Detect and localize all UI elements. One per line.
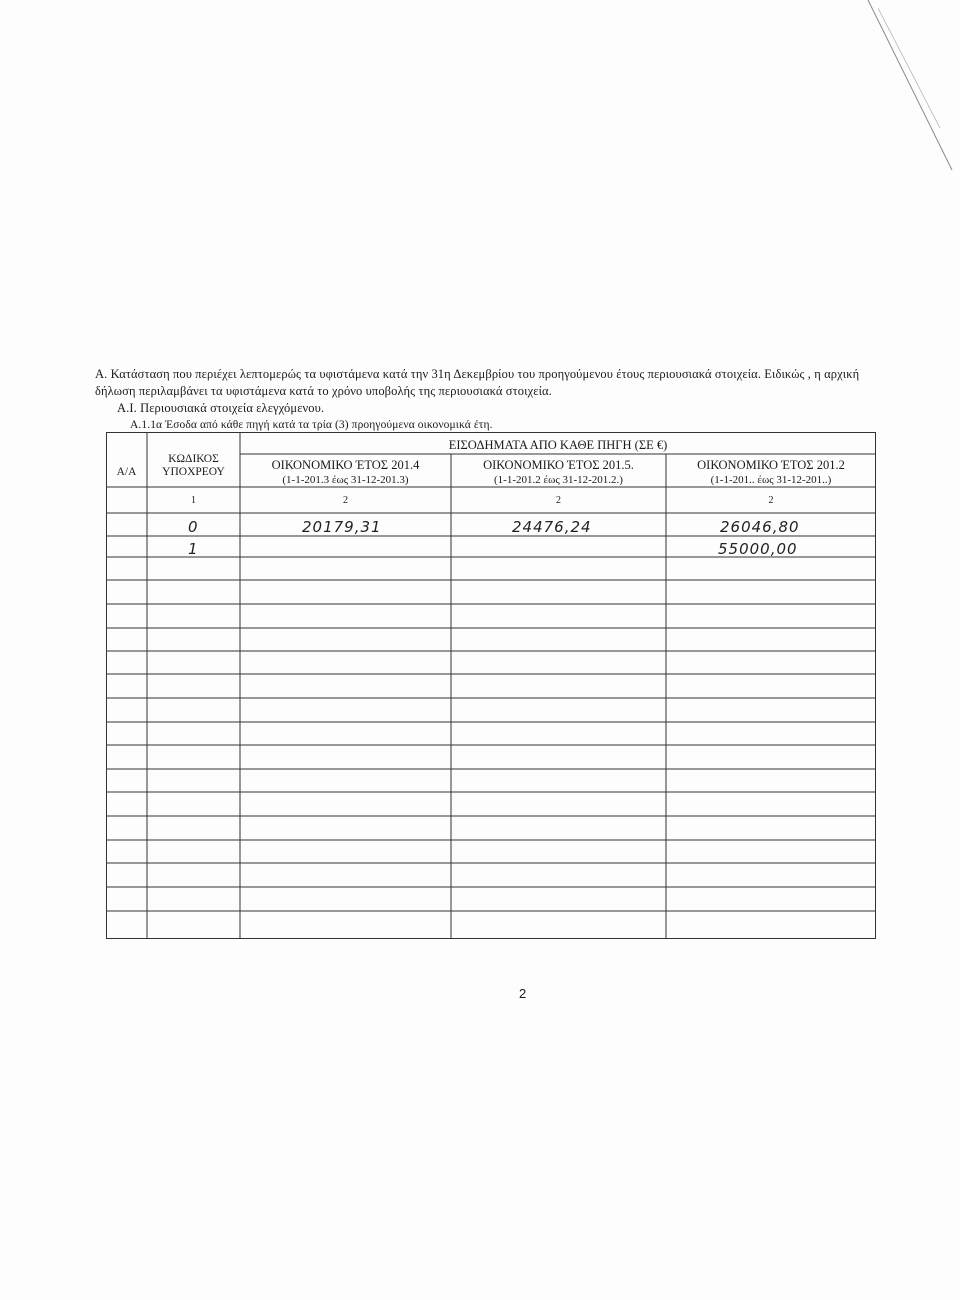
year-period-1: (1-1-201.3 έως 31-12-201.3) xyxy=(282,474,409,486)
scan-artifact xyxy=(0,0,960,200)
col-number-year3: 2 xyxy=(768,495,774,506)
row1-year2-value: 24476,24 xyxy=(512,518,592,536)
year-period-2: (1-1-201.2 έως 31-12-201.2.) xyxy=(494,474,623,486)
col-number-code: 1 xyxy=(191,495,196,506)
header-code-line2: ΥΠΟΧΡΕΟΥ xyxy=(162,466,225,478)
intro-text xyxy=(95,366,895,434)
section-heading: Α.Ι. Περιουσιακά στοιχεία ελεγχόμενου. xyxy=(117,401,325,415)
row2-year3-value: 55000,00 xyxy=(718,540,798,558)
col-number-year2: 2 xyxy=(556,495,561,506)
row1-year3-value: 26046,80 xyxy=(720,518,800,536)
header-code-line1: ΚΩΔΙΚΟΣ xyxy=(168,453,219,465)
year-period-3: (1-1-201.. έως 31-12-201..) xyxy=(710,474,832,486)
table-grid-lines xyxy=(106,432,876,939)
year-title-2: ΟΙΚΟΝΟΜΙΚΟ ΈΤΟΣ 201.5. xyxy=(483,458,634,472)
page-number: 2 xyxy=(519,986,527,1001)
header-aa: Α/Α xyxy=(116,466,137,478)
year-title-3: ΟΙΚΟΝΟΜΙΚΟ ΈΤΟΣ 201.2 xyxy=(697,458,845,472)
row1-code: 0 xyxy=(188,518,199,536)
year-title-1: ΟΙΚΟΝΟΜΙΚΟ ΈΤΟΣ 201.4 xyxy=(271,458,420,472)
intro-line-2: δήλωση περιλαμβάνει τα υφιστάμενα κατά το χρόνο υποβολής της περιουσιακά στοιχεία. xyxy=(95,384,552,398)
row1-year1-value: 20179,31 xyxy=(302,518,382,536)
row2-code: 1 xyxy=(188,540,199,558)
intro-line-1: Α. Κατάσταση που περιέχει λεπτομερώς τα υφιστάμενα κατά την 31η Δεκεμβρίου του προηγούμενου έτους περιουσιακά στοιχεία. Ειδικώς , η αρχική xyxy=(95,367,860,381)
subsection-heading: Α.1.1α Έσοδα από κάθε πηγή κατά τα τρία (3) προηγούμενα οικονομικά έτη. xyxy=(130,419,493,431)
income-table xyxy=(106,432,876,939)
header-income: ΕΙΣΟΔΗΜΑΤΑ ΑΠΟ ΚΑΘΕ ΠΗΓΗ (ΣΕ €) xyxy=(448,438,668,452)
col-number-year1: 2 xyxy=(343,495,348,506)
